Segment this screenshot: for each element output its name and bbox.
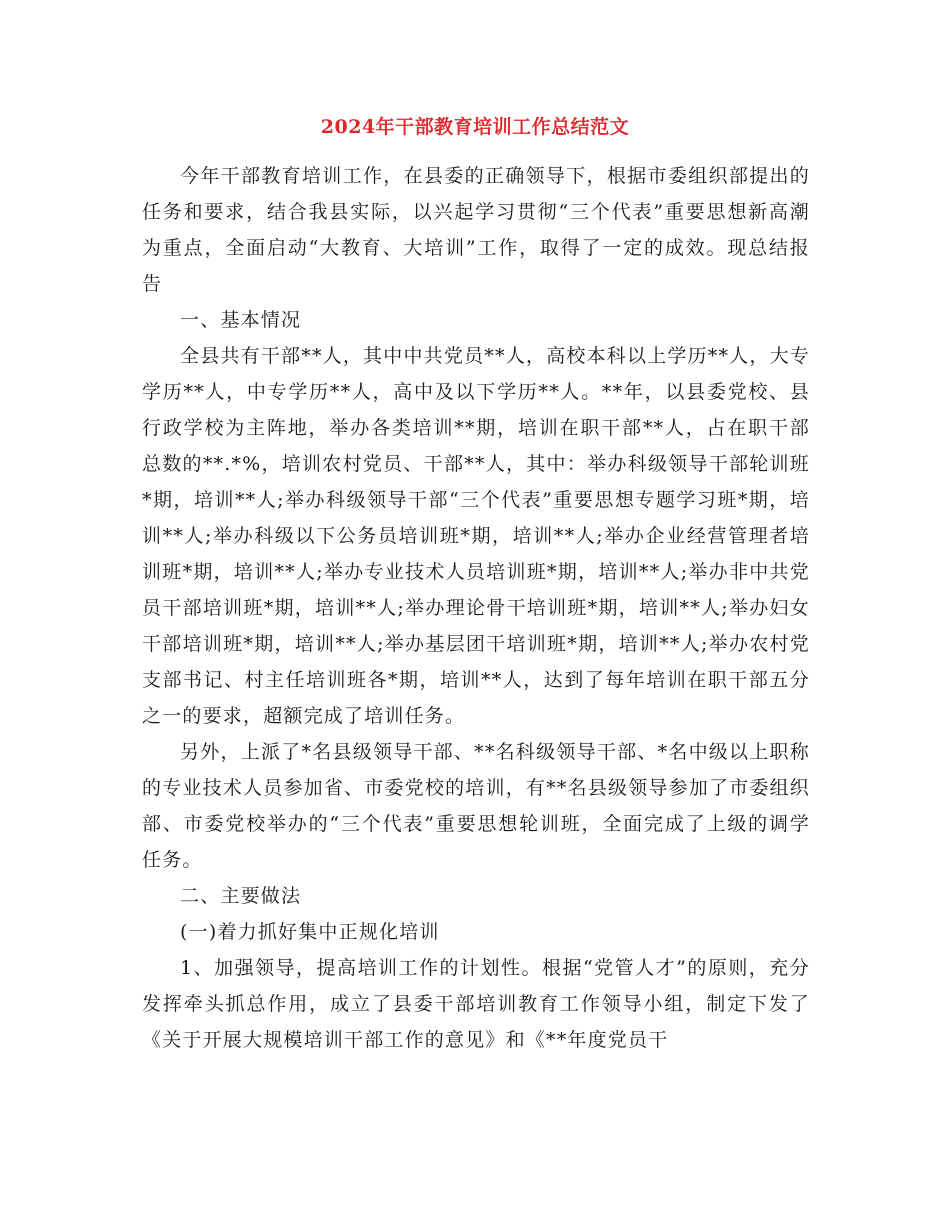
paragraph-additional-training: 另外，上派了*名县级领导干部、**名科级领导干部、*名中级以上职称的专业技术人员参加省、市委党校的培训，有**名县级领导参加了市委组织部、市委党校举办的“三个代表”重要思想轮训班，全面完成了上级的调学任务。 xyxy=(142,741,810,871)
paragraph-basic-situation: 全县共有干部**人，其中中共党员**人，高校本科以上学历**人，大专学历**人，中专学历**人，高中及以下学历**人。**年，以县委党校、县行政学校为主阵地，举办各类培训**期，培训在职干部**人，占在职干部总数的**.*%，培训农村党员、干部**人，其中：举办科级领导干部轮训班*期，培训**人;举办科级领导干部“三个代表”重要思想专题学习班*期，培训**人;举办科级以下公务员培训班*期，培训**人;举办企业经营管理者培训班*期，培训**人;举办专业技术人员培训班*期，培训**人;举办非中共党员干部培训班*期，培训**人;举办理论骨干培训班*期，培训**人;举办妇女干部培训班*期，培训**人;举办基层团干培训班*期，培训**人;举办农村党支部书记、村主任培训班各*期，培训**人，达到了每年培训在职干部五分之一的要求，超额完成了培训任务。 xyxy=(142,345,810,727)
paragraph-intro: 今年干部教育培训工作，在县委的正确领导下，根据市委组织部提出的任务和要求，结合我县实际，以兴起学习贯彻“三个代表”重要思想新高潮为重点，全面启动“大教育、大培训”工作，取得了一定的成效。现总结报告 xyxy=(142,165,810,295)
document-body xyxy=(142,158,810,1058)
subsection-heading-centralized-training: (一)着力抓好集中正规化培训 xyxy=(180,921,440,943)
document-title: 2024年干部教育培训工作总结范文 xyxy=(320,116,630,138)
section-heading-main-practices: 二、主要做法 xyxy=(180,885,302,907)
paragraph-leadership: 1、加强领导，提高培训工作的计划性。根据“党管人才”的原则，充分发挥牵头抓总作用，成立了县委干部培训教育工作领导小组，制定下发了《关于开展大规模培训干部工作的意见》和《**年度党员干 xyxy=(142,957,810,1051)
section-heading-basic-situation: 一、基本情况 xyxy=(180,309,302,331)
